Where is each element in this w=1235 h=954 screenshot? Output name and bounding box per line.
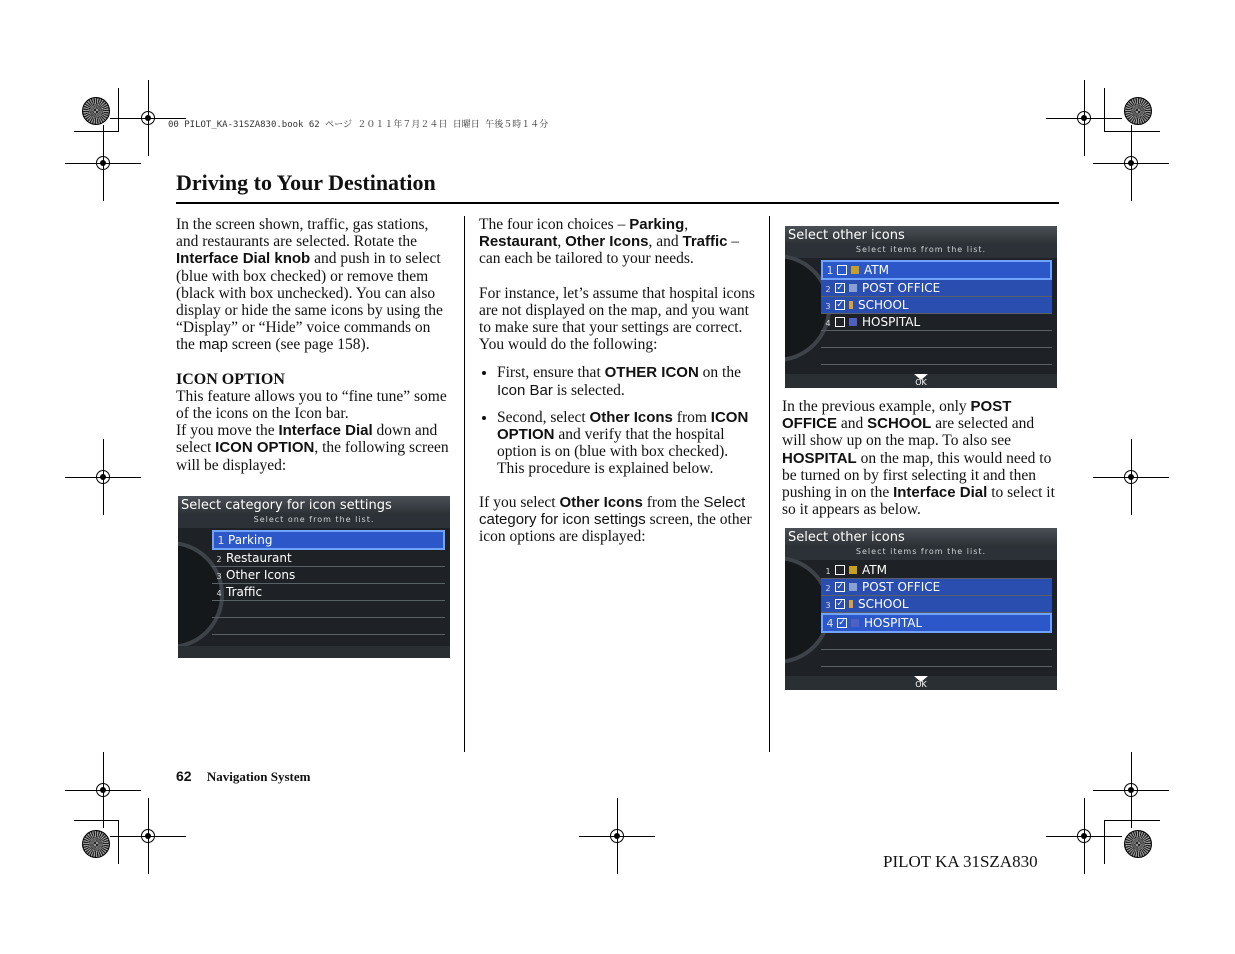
crop-mark bbox=[118, 820, 119, 864]
empty-row bbox=[821, 348, 1052, 365]
list-item[interactable]: 3 Other Icons bbox=[212, 567, 445, 584]
starburst-mark bbox=[1124, 830, 1152, 858]
title-rule bbox=[176, 202, 1059, 204]
checkbox[interactable] bbox=[837, 265, 847, 275]
empty-row bbox=[821, 633, 1052, 650]
list-item[interactable]: 4 ✓ HOSPITAL bbox=[821, 613, 1052, 633]
column-divider bbox=[769, 216, 770, 752]
checkbox[interactable]: ✓ bbox=[836, 282, 844, 293]
screen-subheader: Select one from the list. bbox=[178, 515, 450, 528]
screen-subheader: Select items from the list. bbox=[785, 245, 1057, 258]
crop-mark bbox=[74, 131, 118, 132]
list-item[interactable]: 4 Traffic bbox=[212, 584, 445, 601]
checkbox[interactable] bbox=[835, 317, 845, 327]
atm-icon bbox=[851, 266, 859, 274]
screen-header: Select other icons bbox=[785, 226, 1057, 245]
hospital-icon bbox=[849, 318, 857, 326]
starburst-mark bbox=[82, 830, 110, 858]
atm-icon bbox=[849, 566, 857, 574]
list-item[interactable]: 1 ATM bbox=[821, 562, 1052, 579]
column-2 bbox=[479, 216, 755, 562]
choices-paragraph: The four icon choices – Parking, Restaurant, Other Icons, and Traffic – can each be tailored to your needs. bbox=[479, 216, 740, 268]
print-header-line: 00 PILOT_KA-31SZA830.book 62 ページ ２０１１年７月２４日 日曜日 午後５時１４分 bbox=[168, 120, 549, 130]
page-footer bbox=[176, 768, 310, 785]
checkbox[interactable]: ✓ bbox=[836, 598, 844, 609]
crop-mark bbox=[74, 820, 118, 821]
model-code: PILOT KA 31SZA830 bbox=[883, 852, 1038, 871]
list-item[interactable]: 3 ✓ SCHOOL bbox=[821, 596, 1052, 613]
section-heading: ICON OPTION bbox=[176, 370, 285, 388]
checkbox[interactable]: ✓ bbox=[836, 581, 844, 592]
intro-paragraph: In the screen shown, traffic, gas stations, and restaurants are selected. Rotate the Interface Dial knob and push in to select (blue with box checked) or remove them (black with box unchecked). You can also display or hide the same icons by using the “Display” or “Hide” voice commands on the map screen (see page 158). bbox=[176, 216, 443, 354]
list-item[interactable]: 3 ✓ SCHOOL bbox=[821, 297, 1052, 314]
list-item[interactable]: 2 ✓ POST OFFICE bbox=[821, 579, 1052, 596]
post-office-icon bbox=[849, 284, 857, 292]
crop-mark bbox=[118, 88, 119, 132]
page-title: Driving to Your Destination bbox=[176, 170, 436, 195]
list-item[interactable]: 1 Parking bbox=[212, 530, 445, 550]
empty-row bbox=[212, 618, 445, 635]
column-3 bbox=[782, 398, 1058, 535]
checkbox[interactable] bbox=[835, 565, 845, 575]
crop-mark bbox=[1104, 820, 1160, 821]
crop-mark bbox=[1104, 131, 1160, 132]
ok-button[interactable]: OK bbox=[785, 374, 1057, 388]
result-paragraph: In the previous example, only POST OFFICE and SCHOOL are selected and will show up on the map. To also see HOSPITAL on the map, this would need to be turned on by first selecting it and then pushing in on the Interface Dial to select it so it appears as below. bbox=[782, 398, 1055, 519]
column-1 bbox=[176, 216, 452, 474]
column-divider bbox=[464, 216, 465, 752]
checkbox[interactable]: ✓ bbox=[836, 299, 844, 310]
empty-row bbox=[821, 331, 1052, 348]
other-icons-paragraph: If you select Other Icons from the Select category for icon settings screen, the other icon options are displayed: bbox=[479, 493, 752, 546]
step-item: • First, ensure that OTHER ICON on the Icon Bar is selected. bbox=[497, 364, 755, 398]
screen-subheader: Select items from the list. bbox=[785, 547, 1057, 560]
down-arrow-icon bbox=[914, 676, 928, 682]
category-screen bbox=[178, 496, 450, 658]
screen-header: Select other icons bbox=[785, 528, 1057, 547]
hospital-icon bbox=[851, 619, 859, 627]
step-item: • Second, select Other Icons from ICON OPTION and verify that the hospital option is on (blue with box checked). This procedure is explained below. bbox=[497, 409, 755, 478]
school-icon bbox=[849, 301, 853, 309]
down-arrow-icon bbox=[914, 374, 928, 380]
starburst-mark bbox=[82, 97, 110, 125]
post-office-icon bbox=[849, 583, 857, 591]
list-item[interactable]: 2 ✓ POST OFFICE bbox=[821, 280, 1052, 297]
other-icons-screen bbox=[785, 226, 1057, 388]
starburst-mark bbox=[1124, 97, 1152, 125]
section-name: Navigation System bbox=[206, 769, 311, 784]
list-item[interactable]: 4 HOSPITAL bbox=[821, 314, 1052, 331]
crop-mark bbox=[1104, 820, 1105, 864]
empty-row bbox=[212, 601, 445, 618]
steps-list bbox=[479, 364, 755, 477]
icon-option-paragraph: This feature allows you to “fine tune” some of the icons on the Icon bar. If you move the Interface Dial down and select ICON OPTION, the following screen will be displayed: bbox=[176, 387, 449, 474]
ok-button[interactable]: OK bbox=[785, 676, 1057, 690]
screen-header: Select category for icon settings bbox=[178, 496, 450, 515]
list-item[interactable]: 2 Restaurant bbox=[212, 550, 445, 567]
list-item[interactable]: 1 ATM bbox=[821, 260, 1052, 280]
page-number: 62 bbox=[176, 768, 192, 784]
checkbox[interactable]: ✓ bbox=[838, 617, 846, 628]
example-paragraph: For instance, let’s assume that hospital icons are not displayed on the map, and you want to make sure that your settings are correct. You would do the following: bbox=[479, 284, 755, 354]
crop-mark bbox=[1104, 88, 1105, 132]
screen-footer bbox=[178, 646, 450, 658]
other-icons-screen-updated bbox=[785, 528, 1057, 690]
school-icon bbox=[849, 600, 853, 608]
empty-row bbox=[821, 650, 1052, 667]
